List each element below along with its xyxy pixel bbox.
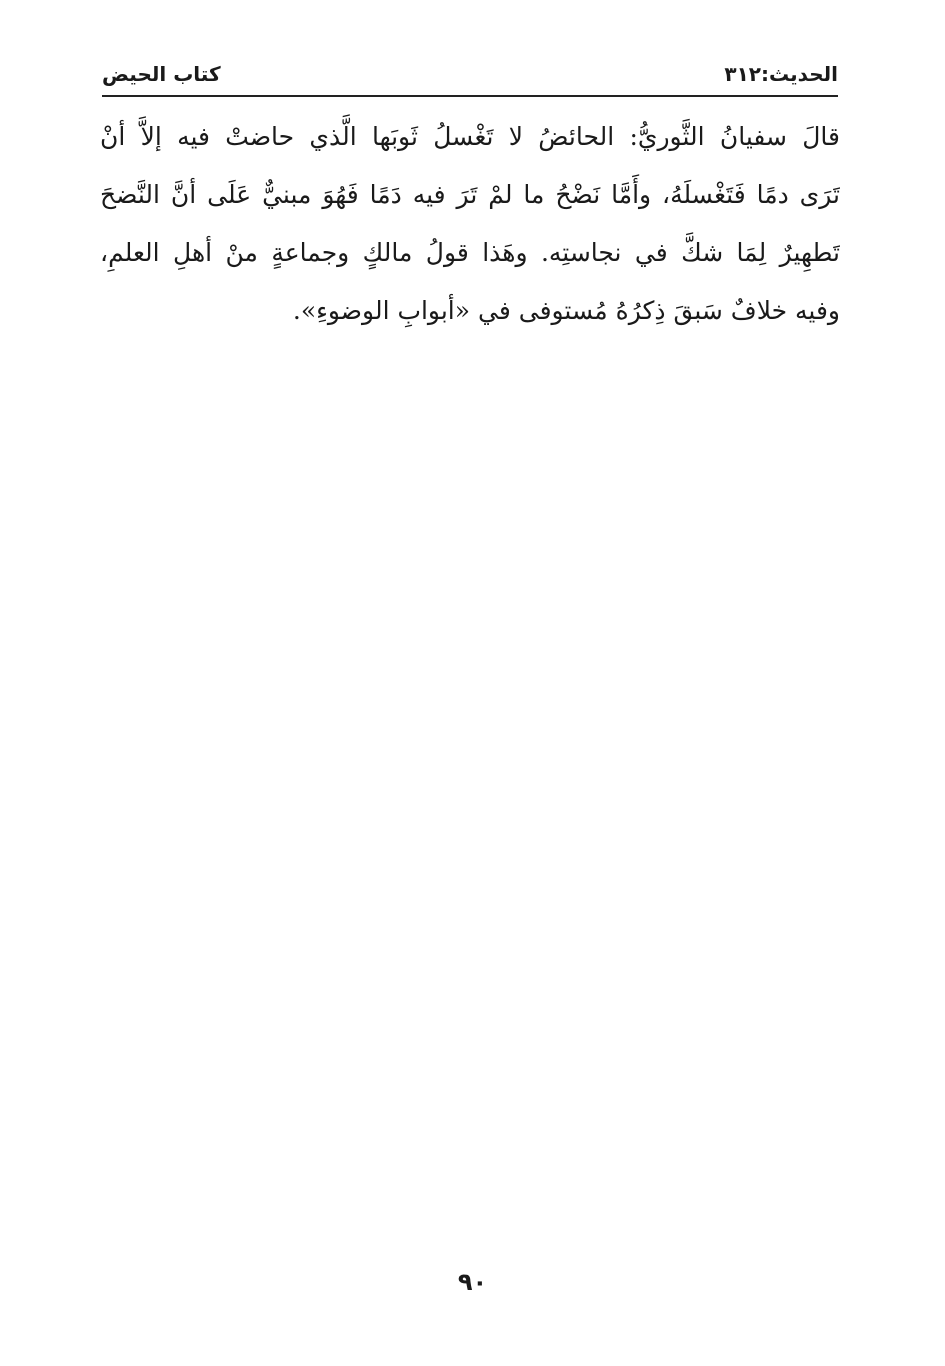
running-head	[102, 56, 838, 92]
text-line-4: وفيه خلافٌ سَبقَ ذِكرُهُ مُستوفى في «أبوابِ الوضوءِ».	[292, 296, 840, 325]
page-number: ٩٠	[457, 1268, 488, 1296]
text-line-2: تَرَى دمًا فَتَغْسلَهُ، وأَمَّا نَضْحُ ما لمْ تَرَ فيه دَمًا فَهُوَ مبنيٌّ عَلَى أنَّ النَّضحَ	[100, 180, 840, 209]
body-text	[100, 108, 840, 340]
header-rule	[102, 95, 838, 97]
book-title: كتاب الحيض	[102, 62, 221, 86]
hadith-reference: الحديث:٣١٢	[724, 62, 838, 86]
text-line-1: قالَ سفيانُ الثَّوريُّ: الحائضُ لا تَغْسلُ ثَوبَها الَّذي حاضتْ فيه إلاَّ أنْ	[100, 122, 840, 151]
text-line-3: تَطهِيرٌ لِمَا شكَّ في نجاستِه. وهَذا قولُ مالكٍ وجماعةٍ منْ أهلِ العلمِ،	[100, 238, 840, 267]
